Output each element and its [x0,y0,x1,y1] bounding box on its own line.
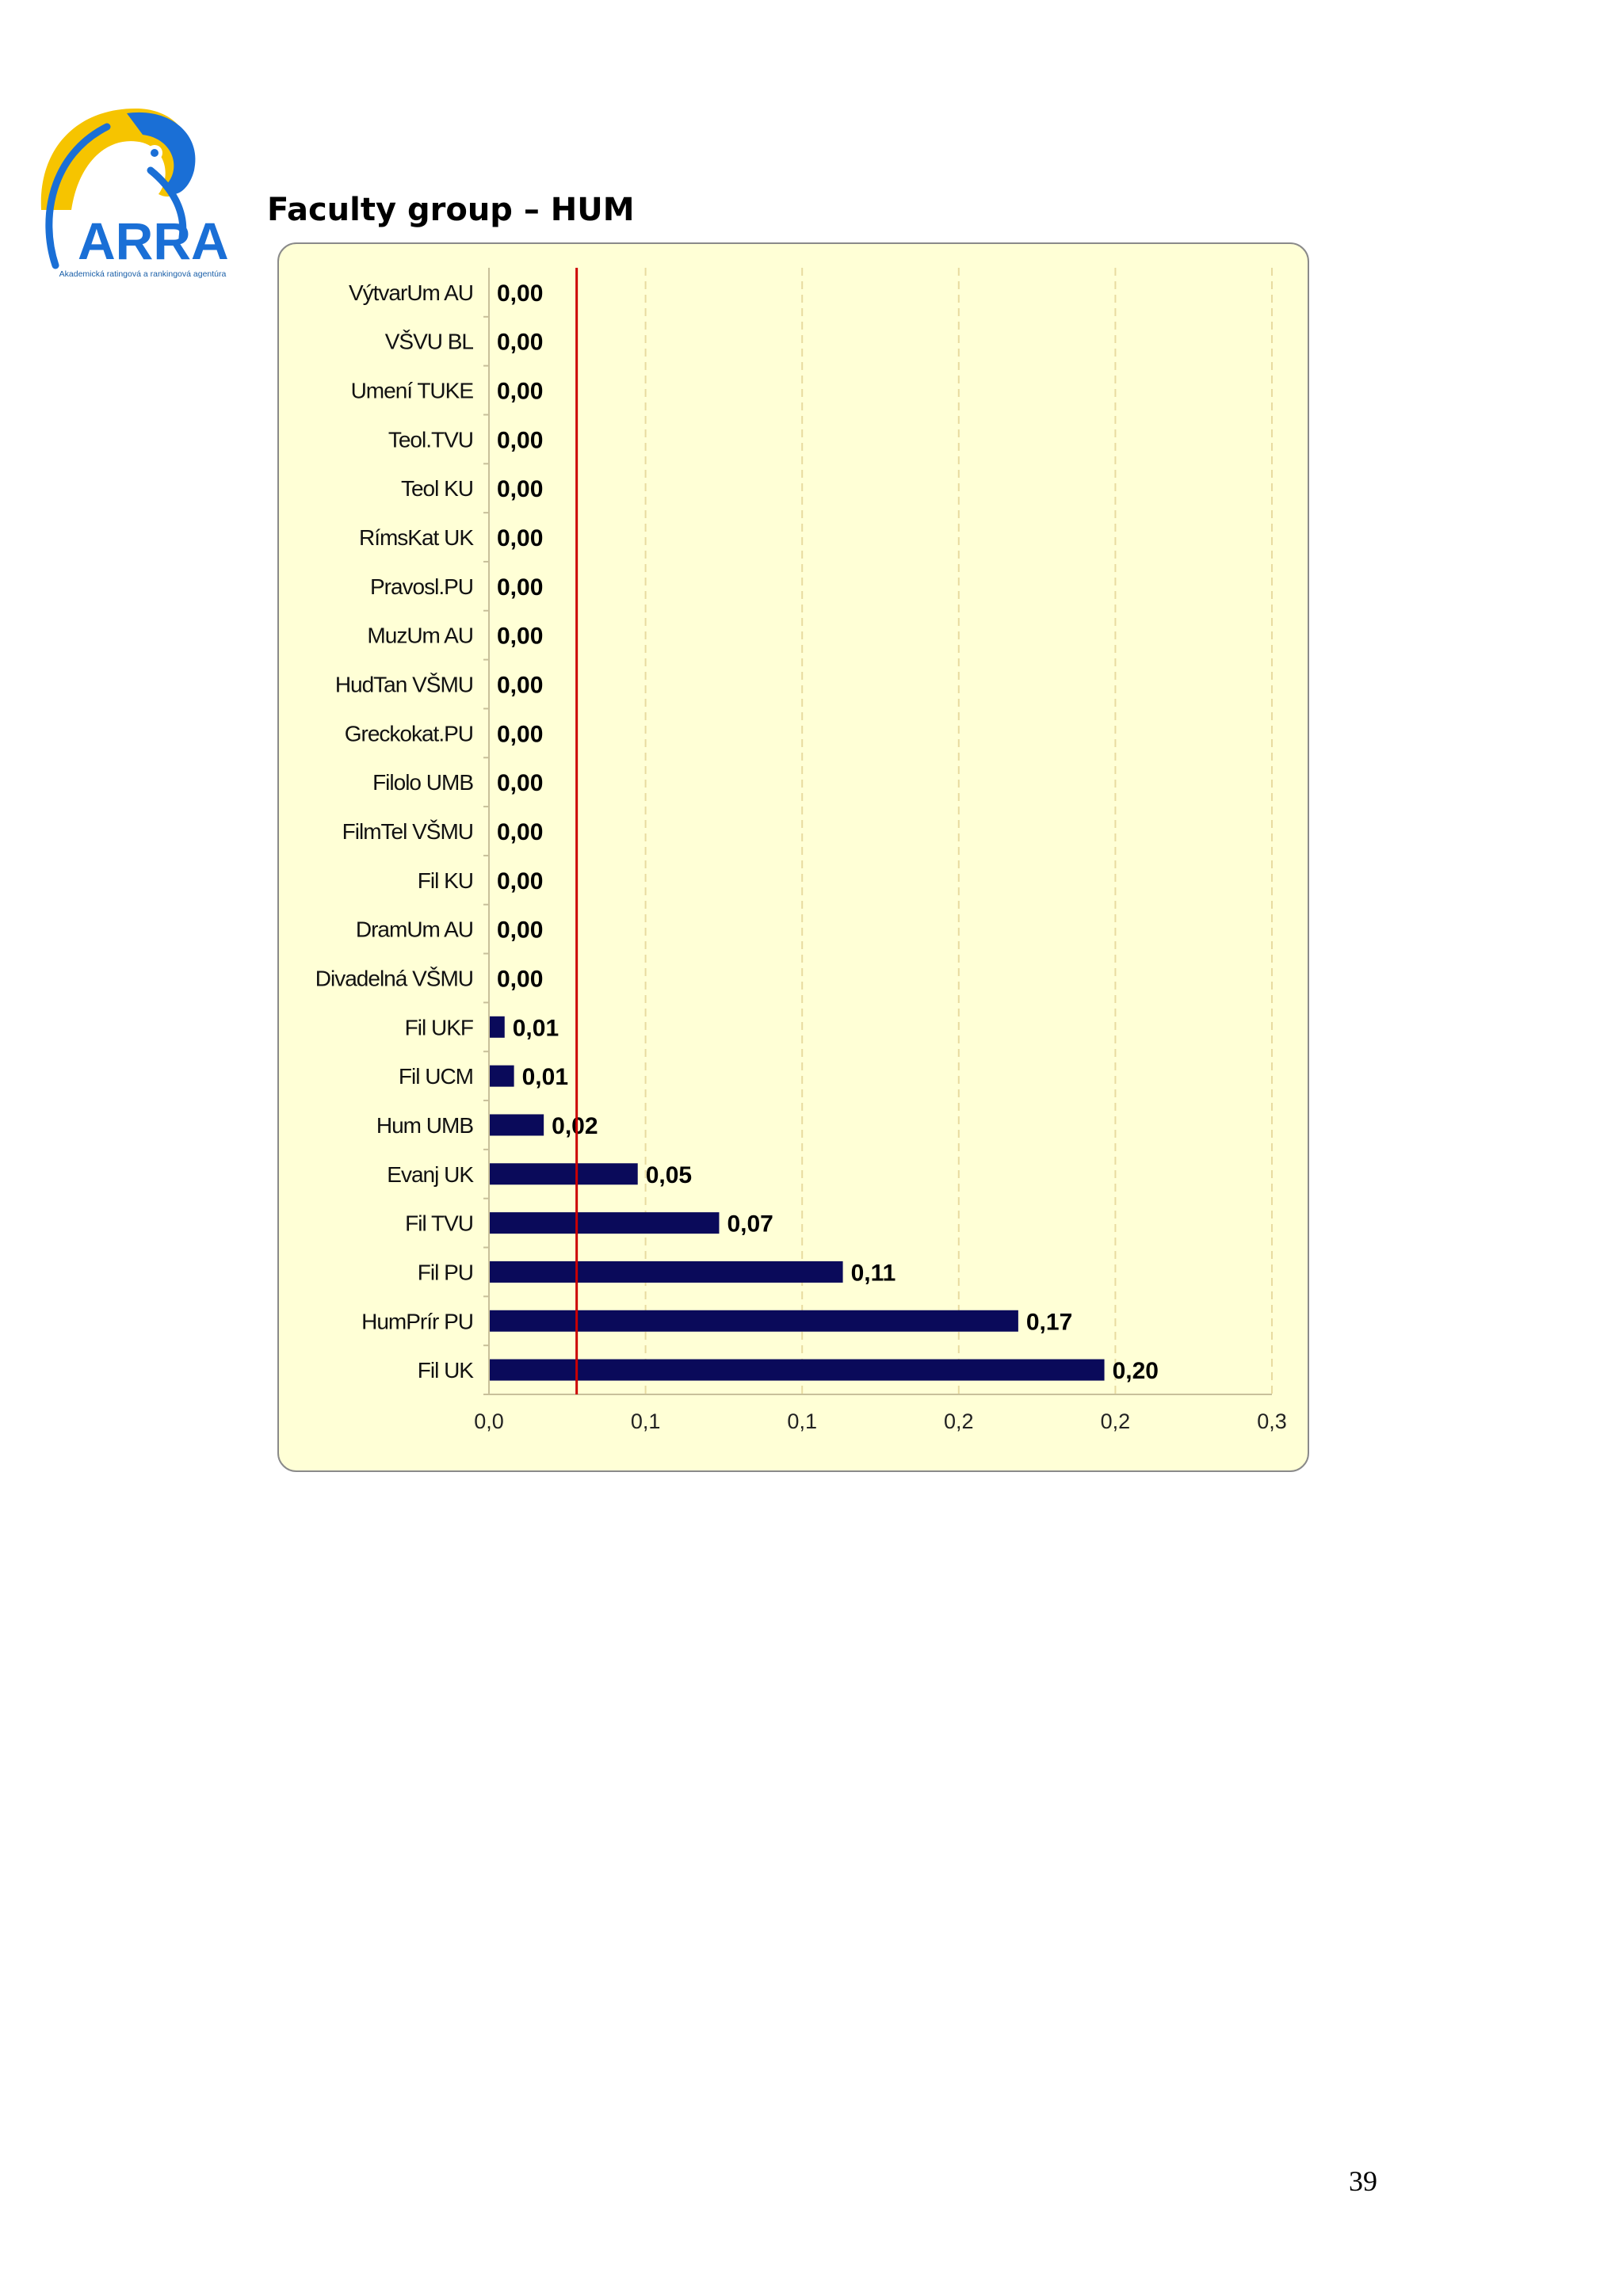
bar [489,1066,514,1087]
category-label: RímsKat UK [358,525,473,551]
category-label: Fil KU [417,868,473,893]
x-tick-label: 0,0 [474,1409,504,1433]
data-label: 0,00 [497,868,544,894]
data-label: 0,00 [497,966,544,993]
category-label: Umení TUKE [350,378,473,403]
data-label: 0,00 [497,819,544,845]
data-label: 0,20 [1112,1358,1159,1385]
data-label: 0,01 [512,1015,559,1042]
data-label: 0,00 [497,721,544,748]
x-tick-label: 0,2 [1100,1409,1131,1433]
category-label: Divadelná VŠMU [315,966,473,991]
data-label: 0,05 [645,1161,693,1188]
data-label: 0,00 [497,672,544,699]
bar [489,1360,1105,1381]
category-label: HudTan VŠMU [334,672,473,697]
bar [489,1261,843,1283]
data-label: 0,00 [497,329,544,356]
category-label: Evanj UK [387,1161,473,1187]
data-label: 0,00 [497,623,544,650]
data-label: 0,11 [850,1260,896,1287]
bar-chart [279,244,1309,1472]
data-label: 0,01 [521,1064,569,1091]
data-label: 0,00 [497,917,544,944]
data-label: 0,00 [497,378,544,405]
category-label: Greckokat.PU [344,721,473,746]
page-title: Faculty group – HUM [267,192,635,228]
category-label: Fil UCM [398,1064,473,1089]
category-label: VŠVU BL [384,329,473,354]
bar [489,1016,505,1038]
bar [489,1114,544,1135]
category-label: Fil TVU [405,1211,473,1236]
arra-logo [32,91,238,289]
bar [489,1310,1018,1332]
category-label: Teol KU [400,476,473,502]
x-tick-label: 0,3 [1257,1409,1287,1433]
x-tick-label: 0,2 [944,1409,974,1433]
data-label: 0,00 [497,427,544,454]
x-tick-label: 0,1 [787,1409,817,1433]
category-label: MuzUm AU [367,623,473,648]
data-label: 0,17 [1025,1309,1073,1336]
x-tick-label: 0,1 [630,1409,661,1433]
category-label: DramUm AU [355,917,473,942]
data-label: 0,00 [497,525,544,552]
category-label: Fil PU [417,1260,473,1285]
parrot-logo-icon [32,91,238,289]
category-label: VýtvarUm AU [348,280,473,305]
data-label: 0,00 [497,574,544,601]
category-label: Fil UK [417,1358,473,1383]
category-label: FilmTel VŠMU [342,819,473,844]
category-label: Pravosl.PU [369,574,473,599]
data-label: 0,00 [497,770,544,797]
bar [489,1212,719,1234]
category-label: Hum UMB [376,1112,473,1138]
category-label: Teol.TVU [388,427,473,452]
data-label: 0,07 [727,1211,773,1238]
chart-frame [277,242,1309,1472]
data-label: 0,02 [552,1112,598,1139]
logo-text: ARRA [78,212,229,270]
page-number: 39 [1349,2165,1377,2197]
category-label: Filolo UMB [372,770,473,795]
data-label: 0,00 [497,280,544,307]
logo-tagline: Akademická ratingová a rankingová agentúra [59,269,227,279]
category-label: HumPrír PU [361,1309,473,1334]
bar [489,1163,638,1184]
category-label: Fil UKF [404,1015,473,1040]
data-label: 0,00 [497,476,544,503]
